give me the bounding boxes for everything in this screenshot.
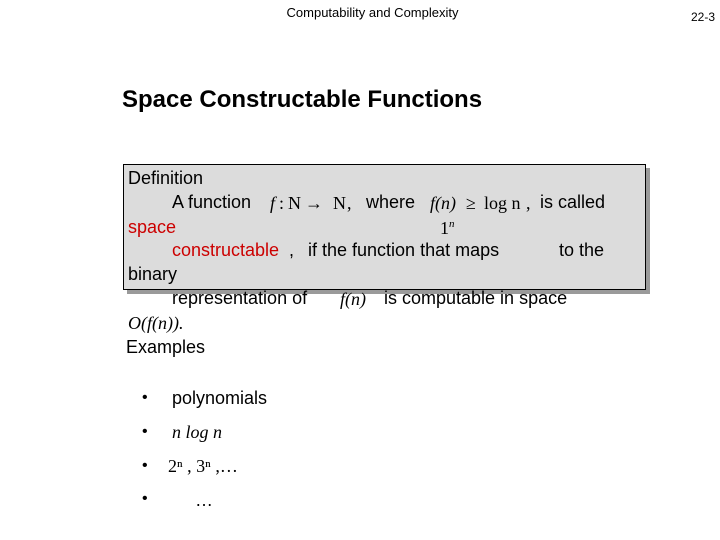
bullet-icon: • xyxy=(142,423,148,440)
f-of-n-expression: f(n) xyxy=(430,193,456,213)
space-word: space xyxy=(128,217,177,237)
slide-number: 22-3 xyxy=(690,10,715,24)
example-item: … xyxy=(195,490,213,510)
binary-word: binary xyxy=(128,264,178,284)
definition-heading: Definition xyxy=(128,168,204,188)
to-the-text: to the xyxy=(559,240,605,260)
domain-set-symbol: N xyxy=(288,193,301,213)
slide-header-title: Computability and Complexity xyxy=(286,5,459,20)
geq-symbol: ≥ xyxy=(466,193,476,213)
is-called-text: is called xyxy=(540,192,606,212)
comma-text: , xyxy=(289,240,295,260)
log-n-expression: log n xyxy=(484,193,521,213)
if-clause-text: if the function that maps xyxy=(308,240,500,260)
example-item: polynomials xyxy=(172,388,268,408)
bullet-icon: • xyxy=(142,457,148,474)
example-item: n log n xyxy=(172,422,223,442)
arrow-symbol: → xyxy=(305,193,323,213)
one-to-the-n xyxy=(440,218,455,239)
big-o-expression: O(f(n)). xyxy=(128,313,184,333)
bullet-icon: • xyxy=(142,490,148,507)
where-text: where xyxy=(366,192,416,212)
example-item: 2ⁿ , 3ⁿ ,… xyxy=(168,456,238,476)
is-computable-text: is computable in space xyxy=(384,288,568,308)
codomain-set-symbol: N xyxy=(333,193,346,213)
f-of-n-expression-2: f(n) xyxy=(340,289,366,309)
representation-text: representation of xyxy=(172,288,308,308)
colon-symbol: : xyxy=(279,193,285,213)
definition-line1-prefix: A function xyxy=(172,192,252,212)
comma-symbol: , xyxy=(526,193,531,213)
n-exponent: n xyxy=(449,218,455,230)
constructable-word: constructable xyxy=(172,240,280,260)
slide-title: Space Constructable Functions xyxy=(122,86,483,113)
one-base: 1 xyxy=(440,218,449,238)
bullet-icon: • xyxy=(142,389,148,406)
examples-heading: Examples xyxy=(126,337,206,357)
comma-symbol: , xyxy=(347,193,352,213)
function-f-symbol: f xyxy=(270,193,276,213)
